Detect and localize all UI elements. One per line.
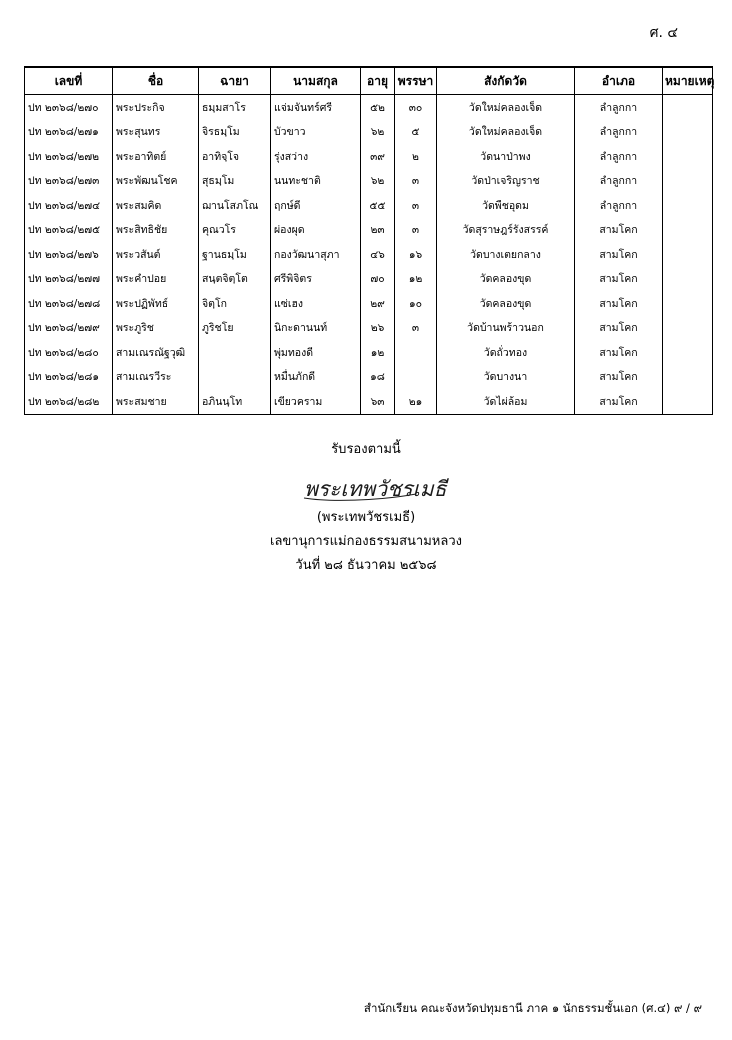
cell-temple: วัดบ้านพร้าวนอก <box>437 316 575 341</box>
page-footer: สำนักเรียน คณะจังหวัดปทุมธานี ภาค ๑ นักธรรมชั้นเอก (ศ.๔) ๙ / ๙ <box>363 1001 702 1015</box>
col-header-name: ชื่อ <box>113 67 199 95</box>
col-header-number: เลขที่ <box>25 67 113 95</box>
cell-temple: วัดถั่วทอง <box>437 340 575 365</box>
cell-remarks <box>663 193 713 218</box>
cell-age: ๓๙ <box>361 144 395 169</box>
roster-table <box>24 66 713 415</box>
cell-surname: บัวขาว <box>271 120 361 145</box>
cell-surname: นิกะดานนท์ <box>271 316 361 341</box>
cell-monastic-title <box>199 340 271 365</box>
cell-district: สามโคก <box>575 316 663 341</box>
cell-name: พระปฏิพัทธ์ <box>113 291 199 316</box>
cell-remarks <box>663 144 713 169</box>
cell-age: ๖๓ <box>361 389 395 414</box>
cell-district: สามโคก <box>575 389 663 414</box>
cell-surname: กองวัฒนาสุภา <box>271 242 361 267</box>
cell-remarks <box>663 218 713 243</box>
col-header-vassa: พรรษา <box>395 67 437 95</box>
table-row <box>25 365 713 390</box>
cell-temple: วัดบางนา <box>437 365 575 390</box>
cell-surname: นนทะชาติ <box>271 169 361 194</box>
cell-surname: แซ่เฮง <box>271 291 361 316</box>
cell-temple: วัดป่าเจริญราช <box>437 169 575 194</box>
cell-vassa: ๑๖ <box>395 242 437 267</box>
col-header-monastic-title: ฉายา <box>199 67 271 95</box>
cell-name: พระวสันต์ <box>113 242 199 267</box>
cell-district: ลำลูกกา <box>575 120 663 145</box>
cell-age: ๒๓ <box>361 218 395 243</box>
cell-surname: รุ่งสว่าง <box>271 144 361 169</box>
cell-vassa: ๒ <box>395 144 437 169</box>
cell-monastic-title: อภินนฺโท <box>199 389 271 414</box>
form-code: ศ. ๔ <box>649 25 678 41</box>
cell-temple: วัดคลองขุด <box>437 267 575 292</box>
cell-age: ๕๕ <box>361 193 395 218</box>
cell-name: พระสมชาย <box>113 389 199 414</box>
cell-district: ลำลูกกา <box>575 169 663 194</box>
cell-district: สามโคก <box>575 365 663 390</box>
cell-age: ๖๒ <box>361 169 395 194</box>
cell-name: สามเณรณัฐวุฒิ <box>113 340 199 365</box>
certification-heading: รับรองตามนี้ <box>331 442 401 457</box>
table-row <box>25 144 713 169</box>
cell-name: พระสิทธิชัย <box>113 218 199 243</box>
cell-district: สามโคก <box>575 242 663 267</box>
cell-remarks <box>663 291 713 316</box>
col-header-surname: นามสกุล <box>271 67 361 95</box>
cell-vassa: ๕ <box>395 120 437 145</box>
signature-script: พระเทพวัชรเมธี <box>304 477 447 501</box>
cell-district: สามโคก <box>575 218 663 243</box>
cell-remarks <box>663 340 713 365</box>
cell-number: ปท ๒๓๖๘/๒๗๒ <box>25 144 113 169</box>
cell-vassa: ๓๐ <box>395 95 437 120</box>
cell-name: พระประกิจ <box>113 95 199 120</box>
col-header-remarks: หมายเหตุ <box>663 67 713 95</box>
table-row <box>25 316 713 341</box>
cell-number: ปท ๒๓๖๘/๒๘๐ <box>25 340 113 365</box>
table-row <box>25 193 713 218</box>
table-row <box>25 218 713 243</box>
cell-monastic-title: ฐานธมฺโม <box>199 242 271 267</box>
cell-name: พระสมคิด <box>113 193 199 218</box>
cell-remarks <box>663 389 713 414</box>
cell-remarks <box>663 120 713 145</box>
cell-temple: วัดคลองขุด <box>437 291 575 316</box>
cell-name: สามเณรวีระ <box>113 365 199 390</box>
cell-surname: ศรีพิจิตร <box>271 267 361 292</box>
cell-temple: วัดบางเตยกลาง <box>437 242 575 267</box>
cell-number: ปท ๒๓๖๘/๒๘๒ <box>25 389 113 414</box>
signer-name: (พระเทพวัชรเมธี) <box>316 510 416 525</box>
cell-vassa <box>395 340 437 365</box>
cell-vassa: ๑๒ <box>395 267 437 292</box>
cell-surname: พุ่มทองดี <box>271 340 361 365</box>
cell-monastic-title <box>199 365 271 390</box>
cell-age: ๖๒ <box>361 120 395 145</box>
cell-age: ๒๖ <box>361 316 395 341</box>
cell-vassa: ๓ <box>395 218 437 243</box>
cell-number: ปท ๒๓๖๘/๒๘๑ <box>25 365 113 390</box>
cell-temple: วัดใหม่คลองเจ็ด <box>437 95 575 120</box>
signer-position: เลขานุการแม่กองธรรมสนามหลวง <box>270 534 462 549</box>
cell-monastic-title: จิรธมฺโม <box>199 120 271 145</box>
cell-monastic-title: ภูริชโย <box>199 316 271 341</box>
cell-number: ปท ๒๓๖๘/๒๗๔ <box>25 193 113 218</box>
cell-vassa: ๒๑ <box>395 389 437 414</box>
col-header-age: อายุ <box>361 67 395 95</box>
cell-district: ลำลูกกา <box>575 144 663 169</box>
certification-date: วันที่ ๒๘ ธันวาคม ๒๕๖๘ <box>295 558 437 573</box>
cell-surname: เขียวคราม <box>271 389 361 414</box>
cell-monastic-title: สุธมฺโม <box>199 169 271 194</box>
cell-monastic-title: อาทิจฺโจ <box>199 144 271 169</box>
cell-remarks <box>663 267 713 292</box>
cell-number: ปท ๒๓๖๘/๒๗๐ <box>25 95 113 120</box>
table-row <box>25 340 713 365</box>
cell-monastic-title: ธมฺมสาโร <box>199 95 271 120</box>
cell-name: พระพัฒนโชค <box>113 169 199 194</box>
cell-temple: วัดพืชอุดม <box>437 193 575 218</box>
cell-vassa: ๓ <box>395 316 437 341</box>
signature <box>298 468 447 508</box>
cell-name: พระอาทิตย์ <box>113 144 199 169</box>
cell-name: พระคำปอย <box>113 267 199 292</box>
cell-surname: แจ่มจันทร์ศรี <box>271 95 361 120</box>
cell-remarks <box>663 242 713 267</box>
cell-monastic-title: คุณวโร <box>199 218 271 243</box>
cell-surname: ผ่องผุด <box>271 218 361 243</box>
cell-remarks <box>663 95 713 120</box>
cell-number: ปท ๒๓๖๘/๒๗๗ <box>25 267 113 292</box>
table-row <box>25 169 713 194</box>
cell-monastic-title: ฌานโสภโณ <box>199 193 271 218</box>
cell-district: สามโคก <box>575 340 663 365</box>
cell-monastic-title: สนฺตจิตฺโต <box>199 267 271 292</box>
cell-remarks <box>663 365 713 390</box>
cell-district: ลำลูกกา <box>575 193 663 218</box>
cell-remarks <box>663 316 713 341</box>
cell-vassa: ๓ <box>395 193 437 218</box>
table-row <box>25 291 713 316</box>
cell-number: ปท ๒๓๖๘/๒๗๖ <box>25 242 113 267</box>
cell-age: ๒๙ <box>361 291 395 316</box>
cell-surname: หมื่นภักดี <box>271 365 361 390</box>
cell-vassa: ๑๐ <box>395 291 437 316</box>
table-row <box>25 242 713 267</box>
cell-vassa <box>395 365 437 390</box>
cell-temple: วัดนาป่าพง <box>437 144 575 169</box>
cell-remarks <box>663 169 713 194</box>
table-row <box>25 120 713 145</box>
cell-number: ปท ๒๓๖๘/๒๗๙ <box>25 316 113 341</box>
cell-district: ลำลูกกา <box>575 95 663 120</box>
table-header-row <box>25 67 713 95</box>
col-header-district: อำเภอ <box>575 67 663 95</box>
cell-district: สามโคก <box>575 267 663 292</box>
cell-district: สามโคก <box>575 291 663 316</box>
table-row <box>25 267 713 292</box>
cell-name: พระภูริช <box>113 316 199 341</box>
cell-temple: วัดไผ่ล้อม <box>437 389 575 414</box>
table-row <box>25 95 713 120</box>
cell-age: ๕๒ <box>361 95 395 120</box>
cell-age: ๔๖ <box>361 242 395 267</box>
cell-number: ปท ๒๓๖๘/๒๗๘ <box>25 291 113 316</box>
roster-body <box>25 95 713 415</box>
cell-age: ๗๐ <box>361 267 395 292</box>
cell-vassa: ๓ <box>395 169 437 194</box>
cell-name: พระสุนทร <box>113 120 199 145</box>
cell-number: ปท ๒๓๖๘/๒๗๓ <box>25 169 113 194</box>
cell-monastic-title: จิตฺโก <box>199 291 271 316</box>
cell-age: ๑๘ <box>361 365 395 390</box>
table-row <box>25 389 713 414</box>
cell-surname: ฤกษ์ดี <box>271 193 361 218</box>
cell-temple: วัดสุราษฎร์รังสรรค์ <box>437 218 575 243</box>
cell-number: ปท ๒๓๖๘/๒๗๑ <box>25 120 113 145</box>
cell-age: ๑๒ <box>361 340 395 365</box>
cell-number: ปท ๒๓๖๘/๒๗๕ <box>25 218 113 243</box>
col-header-temple: สังกัดวัด <box>437 67 575 95</box>
cell-temple: วัดใหม่คลองเจ็ด <box>437 120 575 145</box>
